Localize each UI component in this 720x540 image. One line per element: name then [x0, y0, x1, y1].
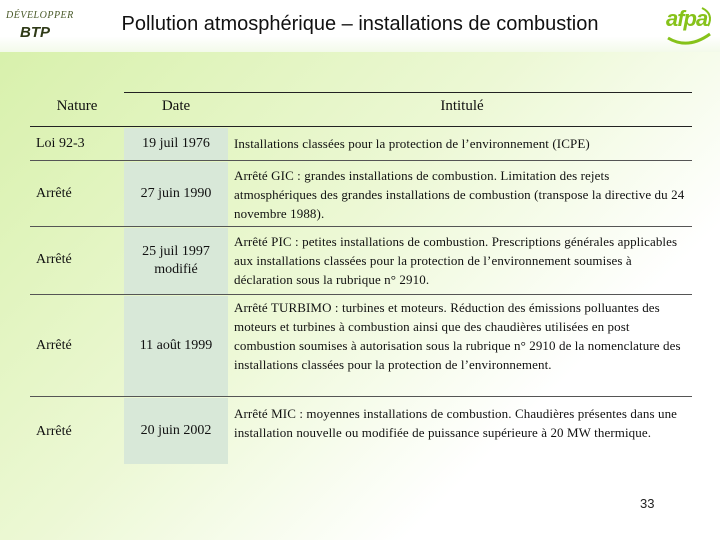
row-nature: Arrêté	[36, 424, 72, 439]
row-date: 11 août 1999	[124, 296, 228, 396]
row-intitule: Arrêté MIC : moyennes installations de combustion. Chaudières présentes dans une installation nouvelle ou modifiée de puissance supérieure à 20 MW thermique.	[234, 406, 678, 440]
row-separator	[30, 160, 692, 161]
header-top-rule	[124, 92, 692, 93]
row-intitule: Arrêté PIC : petites installations de combustion. Prescriptions générales applicables aux installations classées pour la protection de l’environnement soumises à déclaration sous la rubrique n° 2910.	[234, 234, 678, 287]
row-intitule: Installations classées pour la protection de l’environnement (ICPE)	[234, 136, 590, 151]
logo-left-bottom-text: BTP	[20, 24, 50, 41]
afpa-logo	[662, 4, 716, 48]
row-nature: Arrêté	[36, 186, 72, 201]
table-row	[30, 398, 692, 464]
row-date: 19 juil 1976	[124, 128, 228, 160]
row-intitule: Arrêté GIC : grandes installations de combustion. Limitation des rejets atmosphériques des grandes installations de combustion (transpose la directive du 24 novembre 1988).	[234, 168, 685, 221]
header-spacer	[30, 90, 124, 91]
column-header-date: Date	[161, 98, 191, 114]
column-header-nature: Nature	[56, 98, 98, 114]
table-row	[30, 128, 692, 160]
row-date: 20 juin 2002	[124, 398, 228, 464]
page-title: Pollution atmosphérique – installations de combustion	[121, 13, 599, 35]
column-header-intitule: Intitulé	[440, 98, 484, 114]
page-number: 33	[640, 496, 655, 511]
afpa-logo-text: afpa	[666, 6, 708, 31]
row-date: 27 juin 1990	[124, 162, 228, 226]
row-nature: Arrêté	[36, 252, 72, 267]
row-intitule: Arrêté TURBIMO : turbines et moteurs. Réduction des émissions polluantes des moteurs et turbines à combustion ainsi que des chaudières utilisées en post combustion soumises à autorisation sous la rubrique n° 2910 de la nomenclature des installations classées pour la protection de l’environnement.	[234, 300, 681, 372]
table-row	[30, 296, 692, 396]
table-header-row	[30, 90, 692, 130]
row-separator	[30, 396, 692, 397]
row-nature: Loi 92-3	[36, 136, 85, 151]
row-separator	[30, 294, 692, 295]
row-date: 25 juil 1997 modifié	[124, 228, 228, 294]
logo-left-top-text: DÉVELOPPER	[6, 10, 74, 21]
row-nature: Arrêté	[36, 338, 72, 353]
slide-header	[0, 0, 720, 52]
table-row	[30, 228, 692, 294]
header-bottom-rule	[30, 126, 692, 127]
row-separator	[30, 226, 692, 227]
table-row	[30, 162, 692, 226]
